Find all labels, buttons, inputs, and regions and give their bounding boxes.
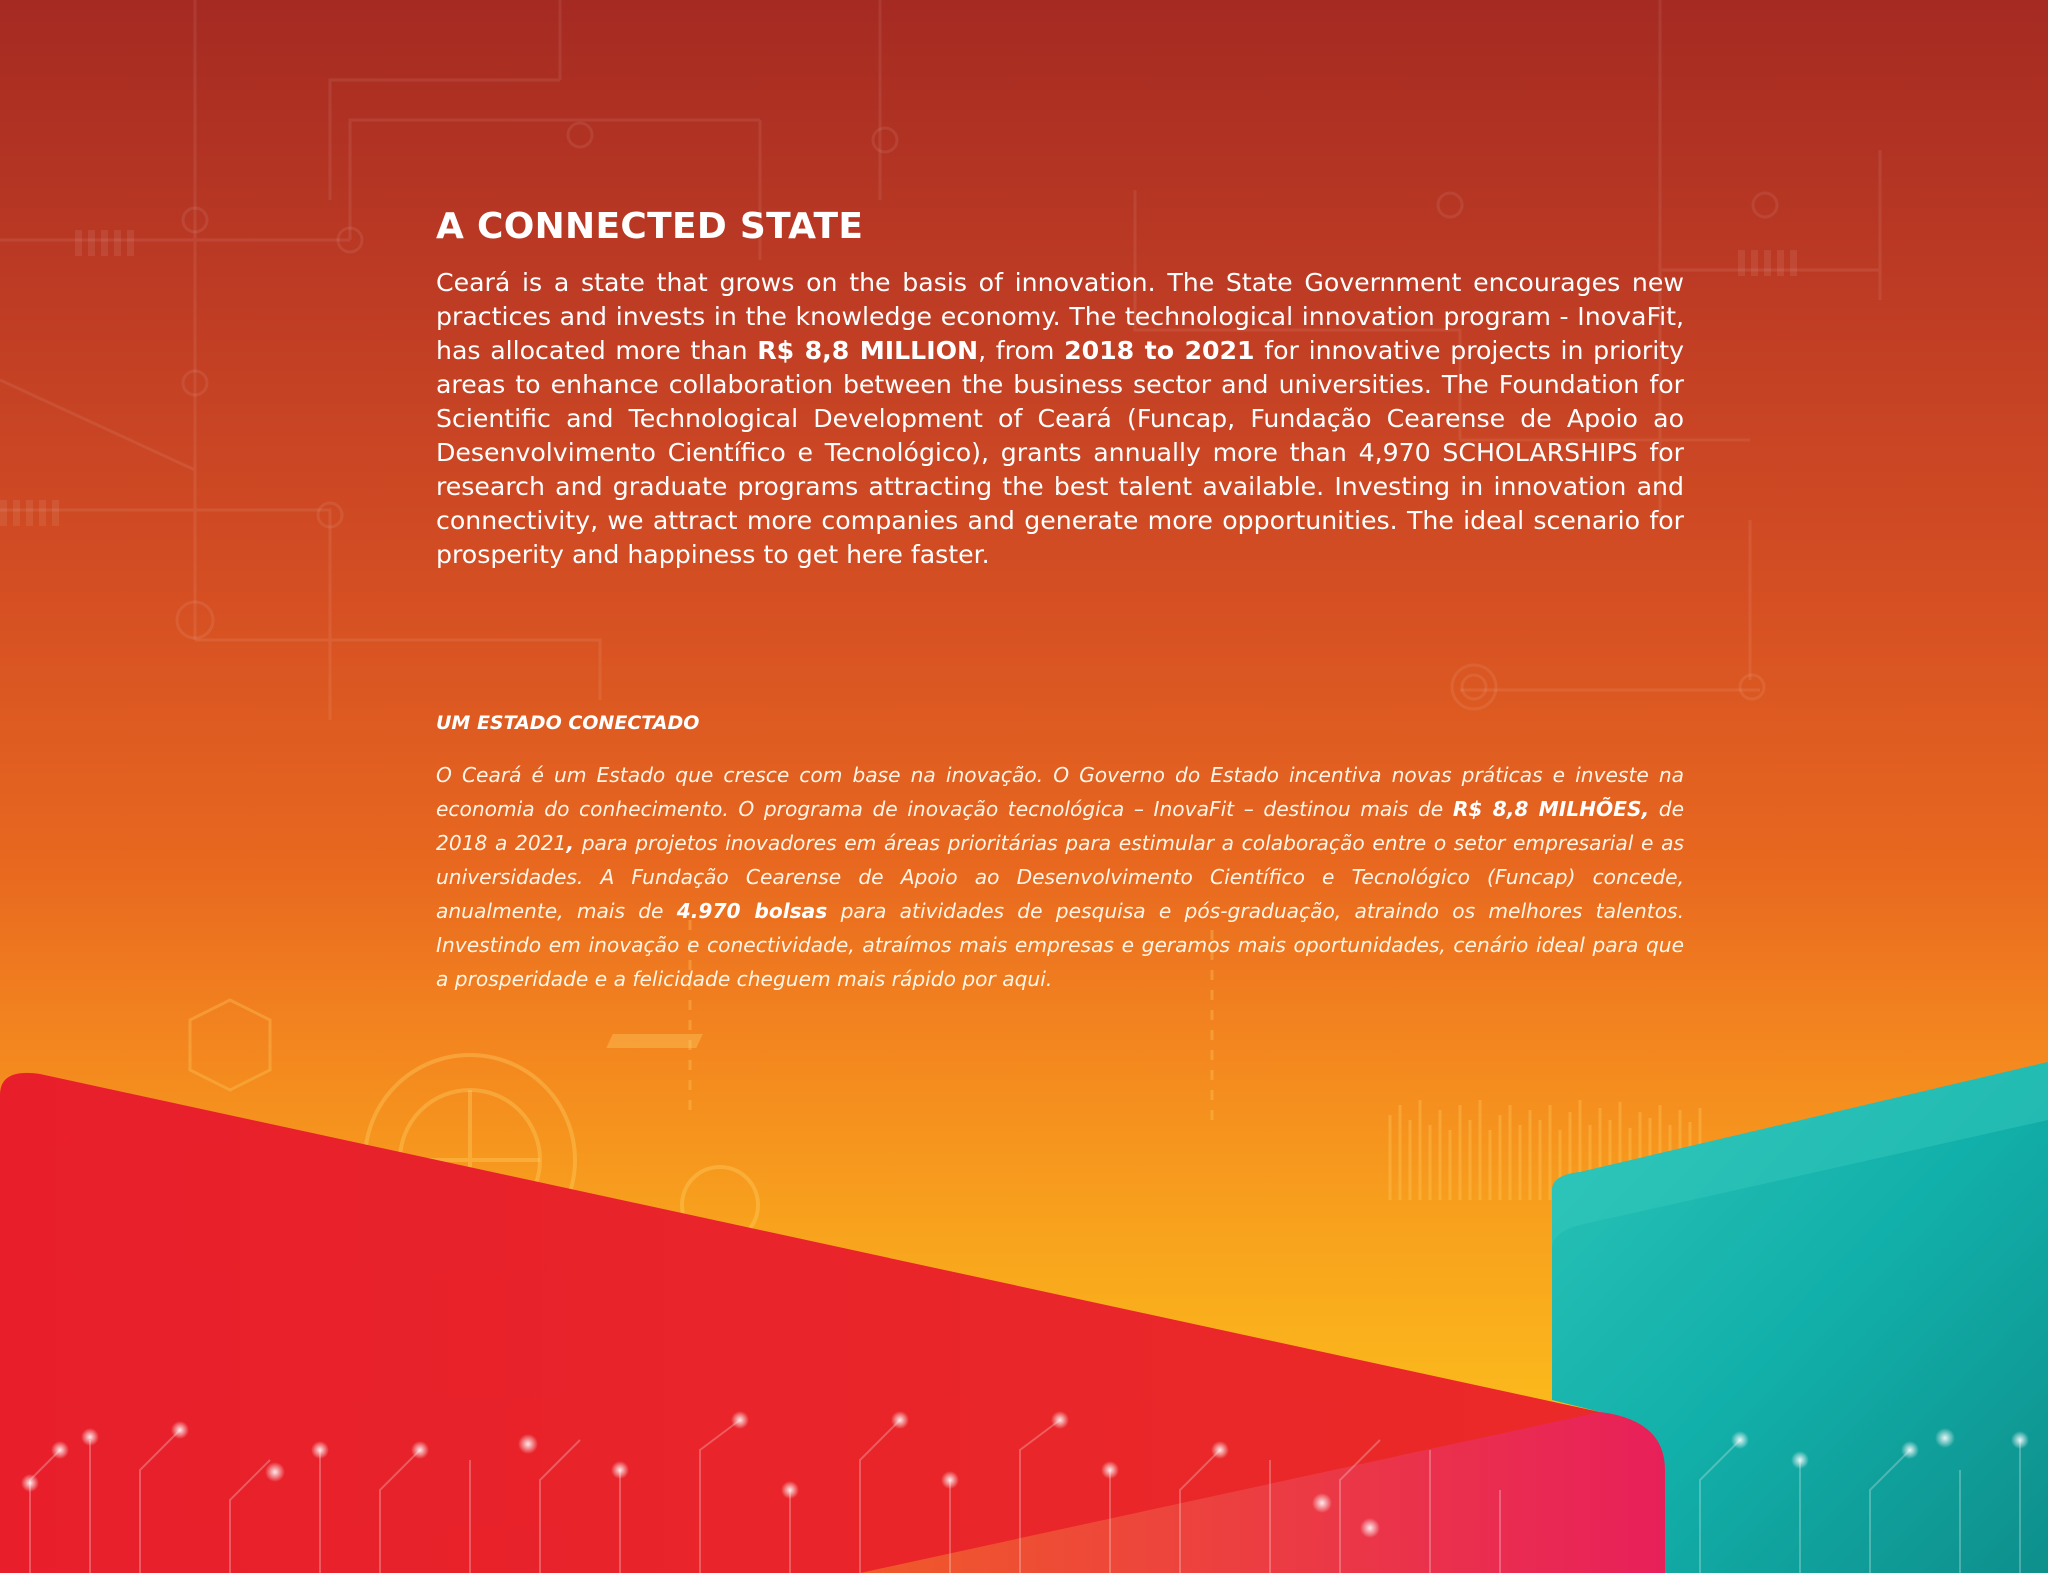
- english-amount-highlight: R$ 8,8 MILLION: [757, 336, 979, 365]
- english-paragraph: [436, 266, 1684, 572]
- english-text-part-3: for innovative projects in priority areas to enhance collaboration between the business sector and universities. The Foundation for Scientific and Technological Development of Ceará (Funcap, Fundação Cearense de Apoio ao Desenvolvimento Científico e Tecnológico), grants annually more than 4,970 SCHOLARSHIPS for research and graduate programs attracting the best talent available. Investing in innovation and connectivity, we attract more companies and generate more opportunities. The ideal scenario for prosperity and happiness to get here faster.: [436, 336, 1684, 569]
- hatch-decoration: [606, 1034, 703, 1048]
- portuguese-text-part-3: para projetos inovadores em áreas prioritárias para estimular a colaboração entre o setor empresarial e as universidades. A Fundação Cearense de Apoio ao Desenvolvimento Científico e Tecnológico (Funcap) concede, anualmente, mais de: [436, 831, 1684, 923]
- english-text-part-2: , from: [978, 336, 1065, 365]
- portuguese-comma: ,: [566, 831, 575, 855]
- portuguese-text-part-4: para atividades de pesquisa e pós-graduação, atraindo os melhores talentos. Investindo em inovação e conectividade, atraímos mais empresas e geramos mais oportunidades, cenário ideal para que a prosperidade e a felicidade cheguem mais rápido por aqui.: [436, 899, 1684, 991]
- portuguese-amount-highlight: R$ 8,8 MILHÕES,: [1452, 797, 1650, 821]
- english-years-highlight: 2018 to 2021: [1064, 336, 1255, 365]
- portuguese-text-part-2: de 2018 a 2021: [436, 797, 1684, 855]
- portuguese-text-part-1: O Ceará é um Estado que cresce com base na inovação. O Governo do Estado incentiva novas práticas e investe na economia do conhecimento. O programa de inovação tecnológica – InovaFit – destinou mais de: [436, 763, 1684, 821]
- english-heading: A CONNECTED STATE: [436, 206, 864, 247]
- portuguese-paragraph: [436, 758, 1684, 996]
- portuguese-scholarships-highlight: 4.970 bolsas: [676, 899, 828, 923]
- portuguese-heading: UM ESTADO CONECTADO: [436, 712, 700, 734]
- english-text-part-1: Ceará is a state that grows on the basis of innovation. The State Government encourages new practices and invests in the knowledge economy. The technological innovation program - InovaFit, has allocated more than: [436, 268, 1684, 365]
